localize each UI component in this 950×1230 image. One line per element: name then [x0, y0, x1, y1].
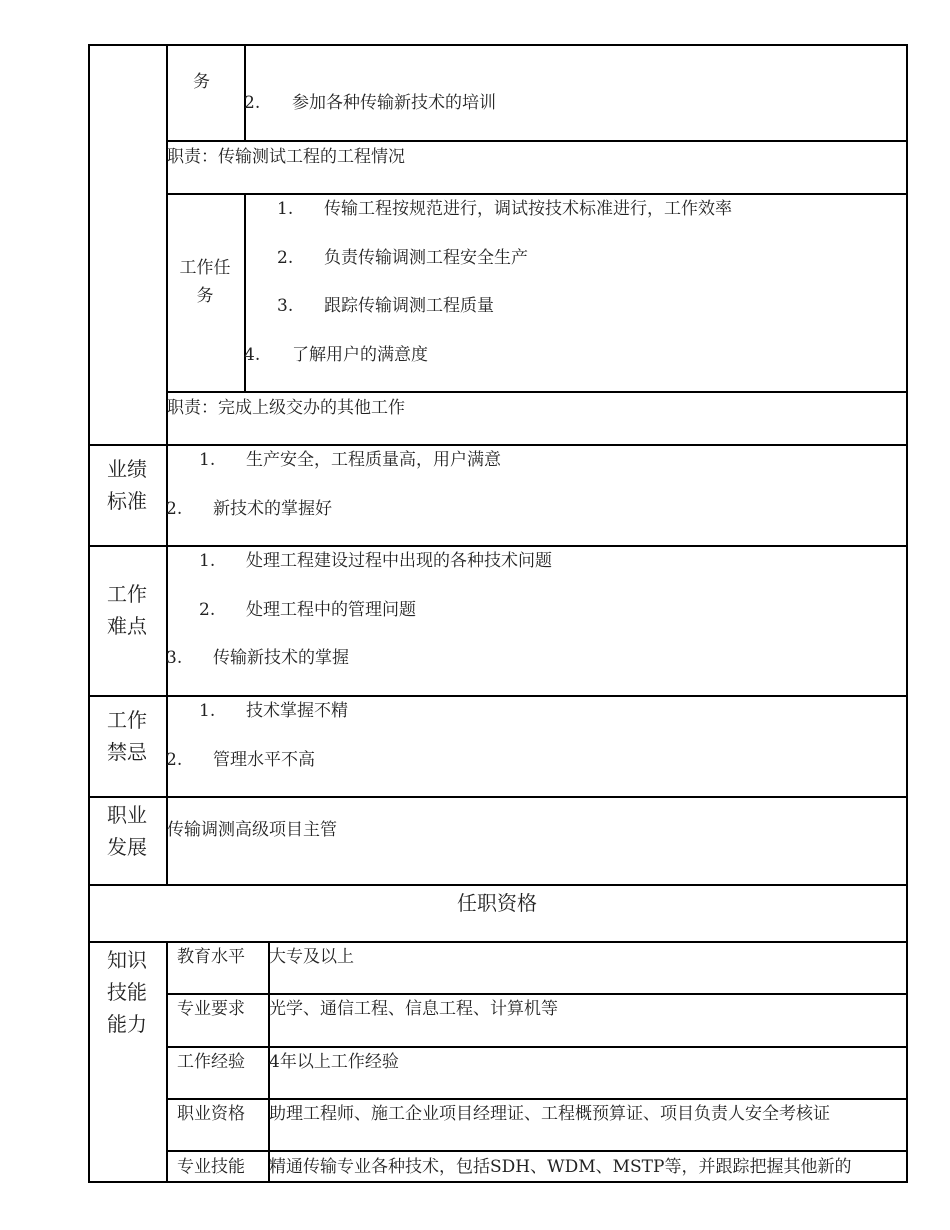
duty-text: 职责：完成上级交办的其他工作	[167, 398, 405, 418]
difficulty-item	[199, 600, 416, 620]
taboos-label: 工作禁忌	[107, 708, 147, 764]
item-text: 处理工程建设过程中出现的各种技术问题	[246, 551, 552, 571]
row-line	[166, 193, 907, 195]
task2-label: 工作任务	[179, 258, 231, 306]
performance-item	[199, 450, 501, 470]
qual-value: 大专及以上	[269, 947, 354, 967]
task2-item	[277, 248, 528, 268]
qual-value: 助理工程师、施工企业项目经理证、工程概预算证、项目负责人安全考核证	[269, 1104, 830, 1124]
qual-value: 光学、通信工程、信息工程、计算机等	[269, 999, 558, 1019]
qual-name: 专业要求	[177, 999, 245, 1019]
item-text: 生产安全，工程质量高，用户满意	[246, 450, 501, 470]
table-border-top	[88, 44, 908, 46]
taboo-item	[199, 701, 348, 721]
row-line	[166, 1046, 907, 1048]
row-line	[166, 391, 907, 393]
item-text: 管理水平不高	[213, 750, 315, 770]
item-number: 1.	[199, 450, 216, 470]
item-text: 技术掌握不精	[246, 701, 348, 721]
qual-name: 职业资格	[177, 1104, 245, 1124]
item-number: 1.	[199, 701, 216, 721]
table-border-bottom	[88, 1181, 908, 1183]
qual-value: 精通传输专业各种技术，包括SDH、WDM、MSTP等，并跟踪把握其他新的	[269, 1157, 852, 1177]
row-line	[166, 993, 907, 995]
item-number: 2.	[166, 750, 183, 770]
item-text: 传输新技术的掌握	[213, 648, 349, 668]
item-number: 2.	[166, 499, 183, 519]
difficulty-item	[166, 648, 349, 668]
item-text: 了解用户的满意度	[292, 345, 428, 365]
qual-name: 专业技能	[177, 1157, 245, 1177]
qualifications-header: 任职资格	[457, 891, 537, 915]
row-line	[166, 1098, 907, 1100]
row-line	[88, 695, 908, 697]
performance-item	[166, 499, 332, 519]
item-number: 4.	[244, 345, 261, 365]
career-label: 职业发展	[107, 803, 147, 859]
row-line	[88, 444, 908, 446]
item-text: 处理工程中的管理问题	[246, 600, 416, 620]
item-number: 2.	[277, 248, 294, 268]
task2-item	[244, 345, 428, 365]
duty-text: 职责：传输测试工程的工程情况	[167, 147, 405, 167]
task2-item	[277, 199, 732, 219]
item-number: 1.	[199, 551, 216, 571]
item-number: 3.	[277, 296, 294, 316]
item-text: 跟踪传输调测工程质量	[324, 296, 494, 316]
row-line	[88, 796, 908, 798]
qual-value: 4年以上工作经验	[269, 1052, 399, 1072]
row-line	[166, 1150, 907, 1152]
item-text: 传输工程按规范进行，调试按技术标准进行，工作效率	[324, 199, 732, 219]
item-number: 2.	[199, 600, 216, 620]
row-line	[166, 140, 907, 142]
qual-name: 教育水平	[177, 947, 245, 967]
item-number: 3.	[166, 648, 183, 668]
table-border-right	[906, 44, 908, 1182]
difficulty-item	[199, 551, 552, 571]
qualifications-label: 知识技能能力	[107, 948, 147, 1036]
task1-label-tail: 务	[193, 72, 210, 92]
task2-item	[277, 296, 494, 316]
item-text: 负责传输调测工程安全生产	[324, 248, 528, 268]
difficulties-label: 工作难点	[107, 582, 147, 638]
performance-label: 业绩标准	[107, 457, 147, 513]
item-text: 参加各种传输新技术的培训	[292, 93, 496, 113]
task1-item	[244, 93, 496, 113]
item-number: 2.	[244, 93, 261, 113]
row-line	[88, 941, 908, 943]
item-number: 1.	[277, 199, 294, 219]
taboo-item	[166, 750, 315, 770]
career-text: 传输调测高级项目主管	[167, 820, 337, 840]
qual-name: 工作经验	[177, 1052, 245, 1072]
row-line	[88, 545, 908, 547]
item-text: 新技术的掌握好	[213, 499, 332, 519]
label-column-divider-lower	[166, 941, 168, 1182]
row-line	[88, 884, 908, 886]
